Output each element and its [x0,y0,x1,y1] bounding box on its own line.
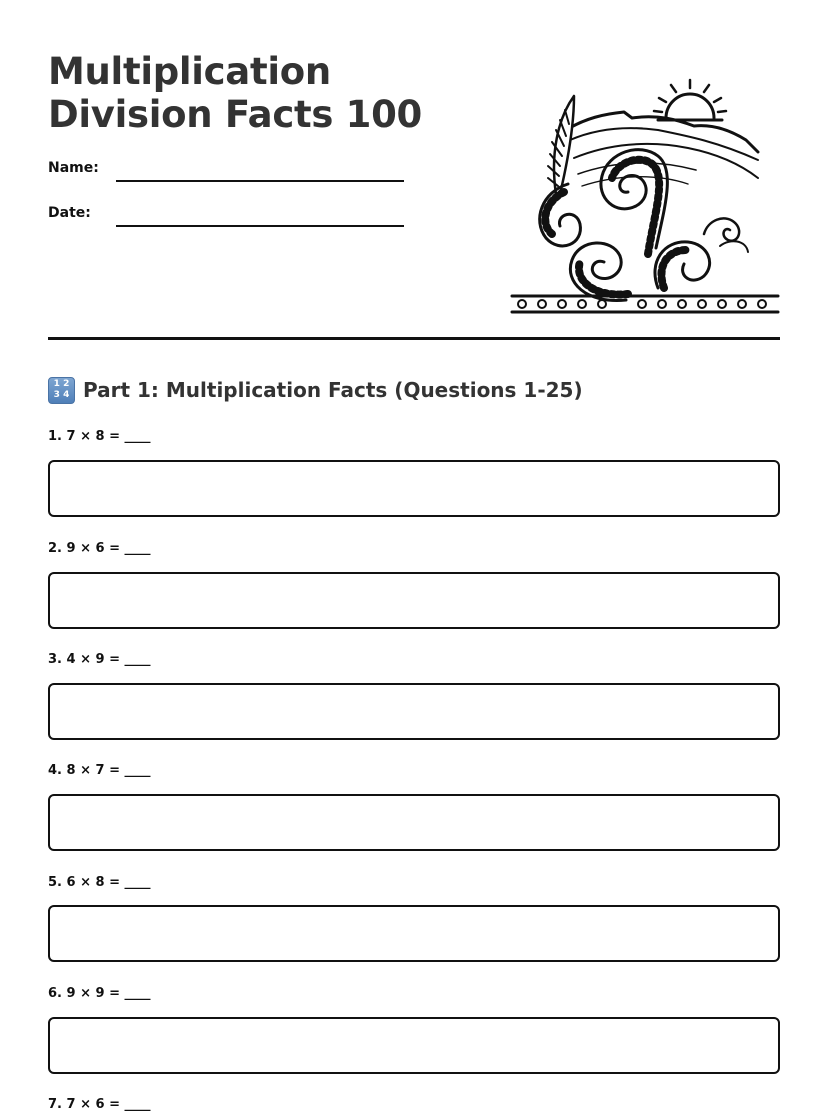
question-4: 4. 8 × 7 = ____ [48,763,151,778]
answer-box-5[interactable] [48,905,780,962]
answer-box-4[interactable] [48,794,780,851]
answer-box-6[interactable] [48,1017,780,1074]
answer-box-3[interactable] [48,683,780,740]
input-numbers-icon: 1 2 3 4 [48,377,75,404]
date-field-line[interactable] [116,225,404,227]
worksheet-title: Multiplication Division Facts 100 [48,50,422,136]
answer-box-1[interactable] [48,460,780,517]
question-6: 6. 9 × 9 = ____ [48,986,151,1001]
sun-icon [654,80,726,120]
date-label: Date: [48,205,91,221]
name-label: Name: [48,160,99,176]
header-divider [48,337,780,340]
question-2: 2. 9 × 6 = ____ [48,541,151,556]
answer-box-2[interactable] [48,572,780,629]
question-5: 5. 6 × 8 = ____ [48,875,151,890]
name-field-line[interactable] [116,180,404,182]
question-1: 1. 7 × 8 = ____ [48,429,151,444]
question-7: 7. 7 × 6 = ____ [48,1097,151,1112]
section-heading [48,375,583,405]
section-title: Part 1: Multiplication Facts (Questions 1-25) [83,378,583,402]
question-3: 3. 4 × 9 = ____ [48,652,151,667]
fern-koru-landscape-icon [508,74,782,318]
